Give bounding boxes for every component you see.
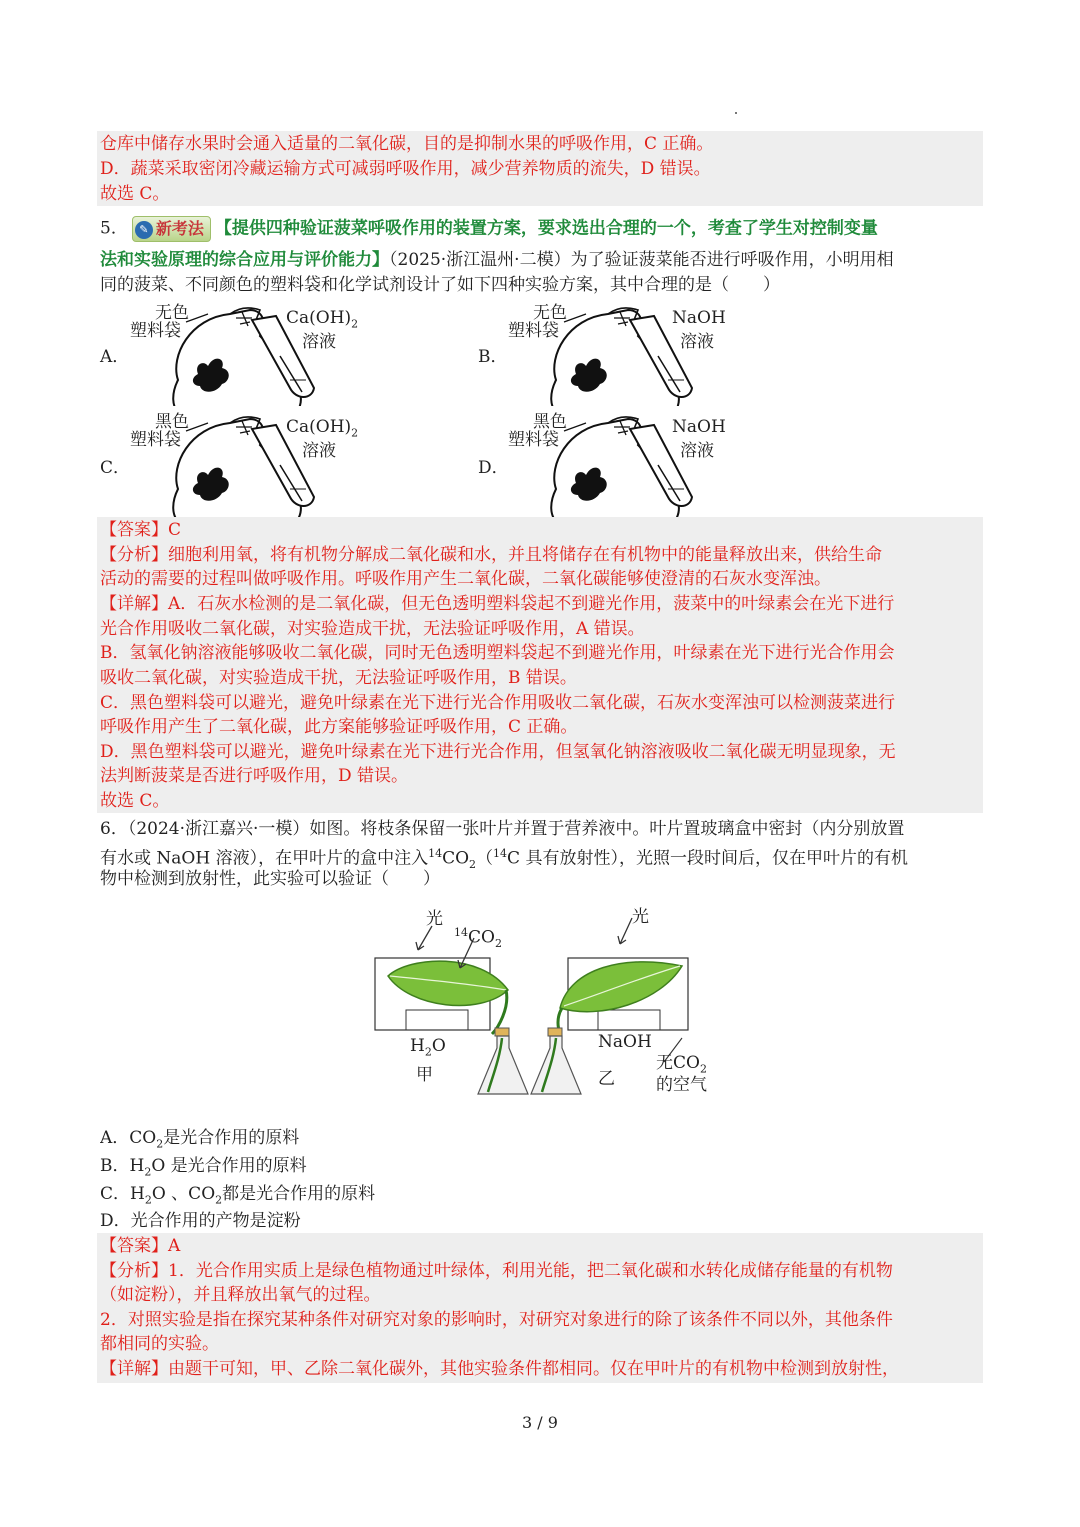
bag-label-line-2: 塑料袋 bbox=[130, 430, 181, 450]
analysis-line: 活动的需要的过程叫做呼吸作用。呼吸作用产生二氧化碳，二氧化碳能够使澄清的石灰水变浑浊。 bbox=[100, 569, 831, 589]
detail-line: 光合作用吸收二氧化碳，对实验造成干扰，无法验证呼吸作用，A 错误。 bbox=[100, 619, 645, 639]
bag-label-line-2: 塑料袋 bbox=[508, 430, 559, 450]
answer-line: 【答案】A bbox=[100, 1236, 181, 1256]
detail-line: D．黑色塑料袋可以避光，避免叶绿素在光下进行光合作用，但氢氧化钠溶液吸收二氧化碳无明显现象，无 bbox=[100, 742, 896, 762]
detail-line: 呼吸作用产生了二氧化碳，此方案能够验证呼吸作用，C 正确。 bbox=[100, 717, 578, 737]
analysis-line: 【分析】1．光合作用实质上是绿色植物通过叶绿体，利用光能，把二氧化碳和水转化成储存能量的有机物 bbox=[100, 1261, 893, 1281]
bag-label-line-1: 无色 bbox=[533, 303, 567, 323]
option-letter: A． bbox=[100, 347, 130, 367]
option-letter: D． bbox=[478, 458, 509, 478]
detail-line: 吸收二氧化碳，对实验造成干扰，无法验证呼吸作用，B 错误。 bbox=[100, 668, 577, 688]
jia-label: 甲 bbox=[416, 1065, 433, 1085]
bag-label-line-1: 黑色 bbox=[533, 412, 567, 432]
conclusion-line: 故选 C。 bbox=[100, 184, 170, 204]
option-d bbox=[468, 405, 848, 517]
question-number: 5． bbox=[100, 218, 128, 239]
question-5-stem-line-1 bbox=[100, 216, 982, 242]
solution-label-line-2: 溶液 bbox=[680, 441, 714, 461]
solution-label: NaOH bbox=[672, 417, 726, 437]
question-5-stem-line-2: 法和实验原理的综合应用与评价能力】（2025·浙江温州·二模）为了验证菠菜能否进行呼吸作用，小明用相 bbox=[100, 250, 894, 270]
solution-label-line-2: 溶液 bbox=[302, 332, 336, 352]
option-b bbox=[468, 296, 848, 406]
solution-label-line-2: 溶液 bbox=[302, 441, 336, 461]
light-label-left: 光 bbox=[426, 909, 443, 929]
analysis-line: 【分析】细胞利用氧，将有机物分解成二氧化碳和水，并且将储存在有机物中的能量释放出来，供给生命 bbox=[100, 545, 882, 565]
q6-option-c: C．$H_2O$ 、$CO_2$都是光合作用的原料 bbox=[100, 1184, 376, 1207]
detail-line: B．氢氧化钠溶液能够吸收二氧化碳，同时无色透明塑料袋起不到避光作用，叶绿素在光下进行光合作用会 bbox=[100, 643, 895, 663]
co2-free-air-label-2: 的空气 bbox=[656, 1075, 707, 1095]
question-6-stem-line-1: 6．（2024·浙江嘉兴·一模）如图。将枝条保留一张叶片并置于营养液中。叶片置玻璃盒中密封（内分别放置 bbox=[100, 819, 905, 839]
option-c bbox=[90, 405, 470, 517]
option-a bbox=[90, 296, 470, 406]
conclusion-line: 故选 C。 bbox=[100, 791, 170, 811]
detail-line: 【详解】由题干可知，甲、乙除二氧化碳外，其他实验条件都相同。仅在甲叶片的有机物中检测到放射性， bbox=[100, 1359, 899, 1379]
q6-option-a: A．$CO_2$是光合作用的原料 bbox=[100, 1128, 300, 1151]
question-5-stem-line-3: 同的菠菜、不同颜色的塑料袋和化学试剂设计了如下四种实验方案，其中合理的是（ ） bbox=[100, 275, 780, 295]
new-method-badge: ✎ 新考法 bbox=[132, 216, 211, 242]
solution-label: NaOH bbox=[672, 308, 726, 328]
detail-line: 法判断菠菜是否进行呼吸作用，D 错误。 bbox=[100, 766, 409, 786]
solution-label: $Ca(OH)_2$ bbox=[286, 417, 359, 440]
h2o-label: $H_2O$ bbox=[410, 1036, 446, 1059]
speck bbox=[735, 112, 737, 114]
detail-line: C．黑色塑料袋可以避光，避免叶绿素在光下进行光合作用吸收二氧化碳，石灰水变浑浊可以检测菠菜进行 bbox=[100, 693, 896, 713]
q6-option-b: B．$H_2O$ 是光合作用的原料 bbox=[100, 1156, 307, 1179]
detail-line: 【详解】A．石灰水检测的是二氧化碳，但无色透明塑料袋起不到避光作用，菠菜中的叶绿素会在光下进行 bbox=[100, 594, 895, 614]
page-number: 3 / 9 bbox=[522, 1413, 558, 1432]
solution-label-line-2: 溶液 bbox=[680, 332, 714, 352]
q6-option-d: D．光合作用的产物是淀粉 bbox=[100, 1211, 301, 1231]
bag-label-line-2: 塑料袋 bbox=[130, 321, 181, 341]
bag-label-line-1: 黑色 bbox=[155, 412, 189, 432]
option-letter: C． bbox=[100, 458, 131, 478]
analysis-line: 都相同的实验。 bbox=[100, 1334, 219, 1354]
answer-line: 【答案】C bbox=[100, 520, 182, 540]
naoh-label: NaOH bbox=[598, 1032, 652, 1052]
question-6-stem-line-2: 有水或 NaOH 溶液），在甲叶片的盒中注入$^{14}CO_2(^{14}C$ 具有放射性），光照一段时间后，仅在甲叶片的有机 bbox=[100, 847, 908, 872]
explanation-line: 仓库中储存水果时会通入适量的二氧化碳，目的是抑制水果的呼吸作用，C 正确。 bbox=[100, 134, 714, 154]
co2-free-air-label: 无$CO_2$ bbox=[656, 1053, 707, 1076]
bulb-icon: ✎ bbox=[135, 221, 153, 239]
light-label-right: 光 bbox=[632, 907, 649, 927]
solution-label: $Ca(OH)_2$ bbox=[286, 308, 359, 331]
question-6-stem-line-3: 物中检测到放射性，此实验可以验证（ ） bbox=[100, 869, 440, 889]
bag-label-line-1: 无色 bbox=[155, 303, 189, 323]
bag-label-line-2: 塑料袋 bbox=[508, 321, 559, 341]
yi-label: 乙 bbox=[598, 1069, 615, 1089]
explanation-line: D．蔬菜采取密闭冷藏运输方式可减弱呼吸作用，减少营养物质的流失，D 错误。 bbox=[100, 159, 711, 179]
option-letter: B． bbox=[478, 347, 508, 367]
analysis-line: （如淀粉），并且释放出氧气的过程。 bbox=[100, 1285, 381, 1305]
q6-figure bbox=[370, 898, 720, 1108]
analysis-line: 2．对照实验是指在探究某种条件对研究对象的影响时，对研究对象进行的除了该条件不同以外，其他条件 bbox=[100, 1310, 893, 1330]
co2-14-label: $^{14}CO_2$ bbox=[454, 926, 502, 951]
question-focus-note: 【提供四种验证菠菜呼吸作用的装置方案，要求选出合理的一个，考查了学生对控制变量 bbox=[214, 218, 878, 239]
question-focus-note-end: 法和实验原理的综合应用与评价能力】 bbox=[100, 250, 389, 270]
